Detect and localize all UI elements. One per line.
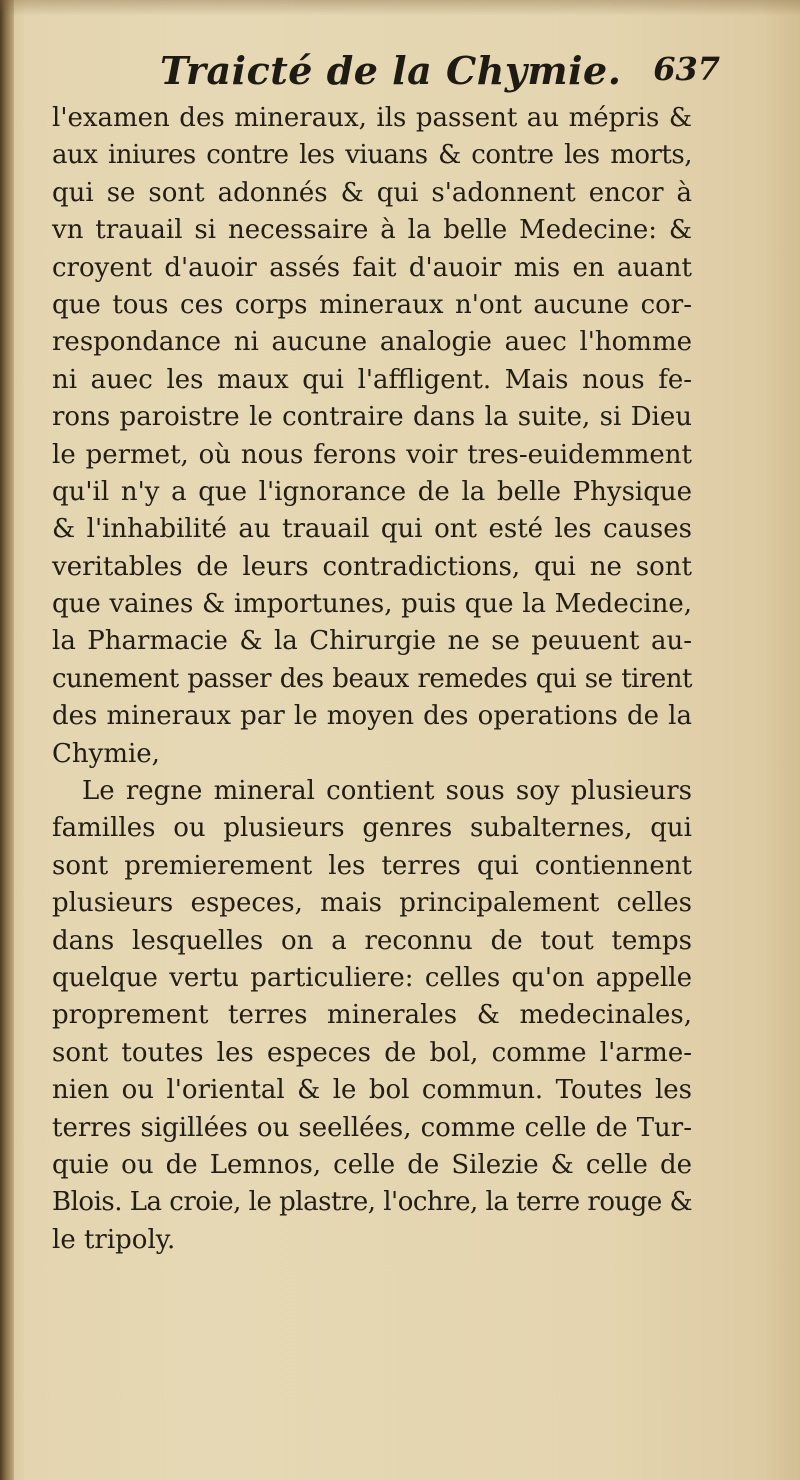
text-line: sont premierement les terres qui contiennent — [52, 850, 692, 881]
text-line: cunement passer des beaux remedes qui se tirent — [52, 663, 692, 694]
running-title: Traicté de la Chymie. — [160, 48, 622, 93]
text-line: sont toutes les especes de bol, comme l'arme- — [52, 1037, 692, 1068]
text-line: quie ou de Lemnos, celle de Silezie & celle de — [52, 1149, 692, 1180]
running-head — [160, 46, 720, 102]
text-line: Blois. La croie, le plastre, l'ochre, la terre rouge & — [52, 1187, 693, 1218]
text-line: que vaines & importunes, puis que la Medecine, — [52, 589, 692, 620]
text-line: qui se sont adonnés & qui s'adonnent encor à — [52, 177, 692, 208]
text-line: plusieurs especes, mais principalement celles — [52, 888, 692, 919]
text-line: rons paroistre le contraire dans la suite, si Dieu — [52, 402, 692, 433]
text-line: que tous ces corps mineraux n'ont aucune cor- — [52, 289, 692, 320]
page-number: 637 — [653, 50, 720, 88]
page-top-shadow — [0, 0, 800, 16]
text-line: croyent d'auoir assés fait d'auoir mis en auant — [52, 252, 692, 283]
text-line: vn trauail si necessaire à la belle Medecine: & — [52, 215, 692, 246]
text-line: & l'inhabilité au trauail qui ont esté les causes — [52, 514, 692, 545]
text-line: respondance ni aucune analogie auec l'homme — [52, 327, 692, 358]
text-line: quelque vertu particuliere: celles qu'on appelle — [52, 962, 692, 993]
paragraph-start-line: Le regne mineral contient sous soy plusieurs — [82, 776, 692, 807]
text-line: des mineraux par le moyen des operations de la — [52, 701, 692, 732]
binding-edge — [0, 0, 14, 1480]
text-line: le permet, où nous ferons voir tres-euidemment — [52, 439, 692, 470]
text-line: veritables de leurs contradictions, qui ne sont — [52, 551, 692, 582]
text-line: aux iniures contre les viuans & contre les morts, — [52, 140, 692, 171]
paragraph-end-line: le tripoly. — [52, 1224, 176, 1255]
body-text — [52, 100, 692, 1259]
text-line: terres sigillées ou seellées, comme celle de Tur- — [52, 1112, 692, 1143]
text-line: dans lesquelles on a reconnu de tout temps — [52, 925, 692, 956]
text-line: familles ou plusieurs genres subalternes, qui — [52, 813, 692, 844]
text-line: nien ou l'oriental & le bol commun. Toutes les — [52, 1075, 692, 1106]
text-line: proprement terres minerales & medecinales, — [52, 1000, 692, 1031]
paragraph-end-line: Chymie, — [52, 738, 160, 769]
text-line: l'examen des mineraux, ils passent au mépris & — [52, 103, 692, 133]
text-line: qu'il n'y a que l'ignorance de la belle Physique — [52, 476, 692, 507]
text-line: ni auec les maux qui l'affligent. Mais nous fe- — [52, 364, 692, 395]
text-line: la Pharmacie & la Chirurgie ne se peuuent au- — [52, 626, 692, 657]
